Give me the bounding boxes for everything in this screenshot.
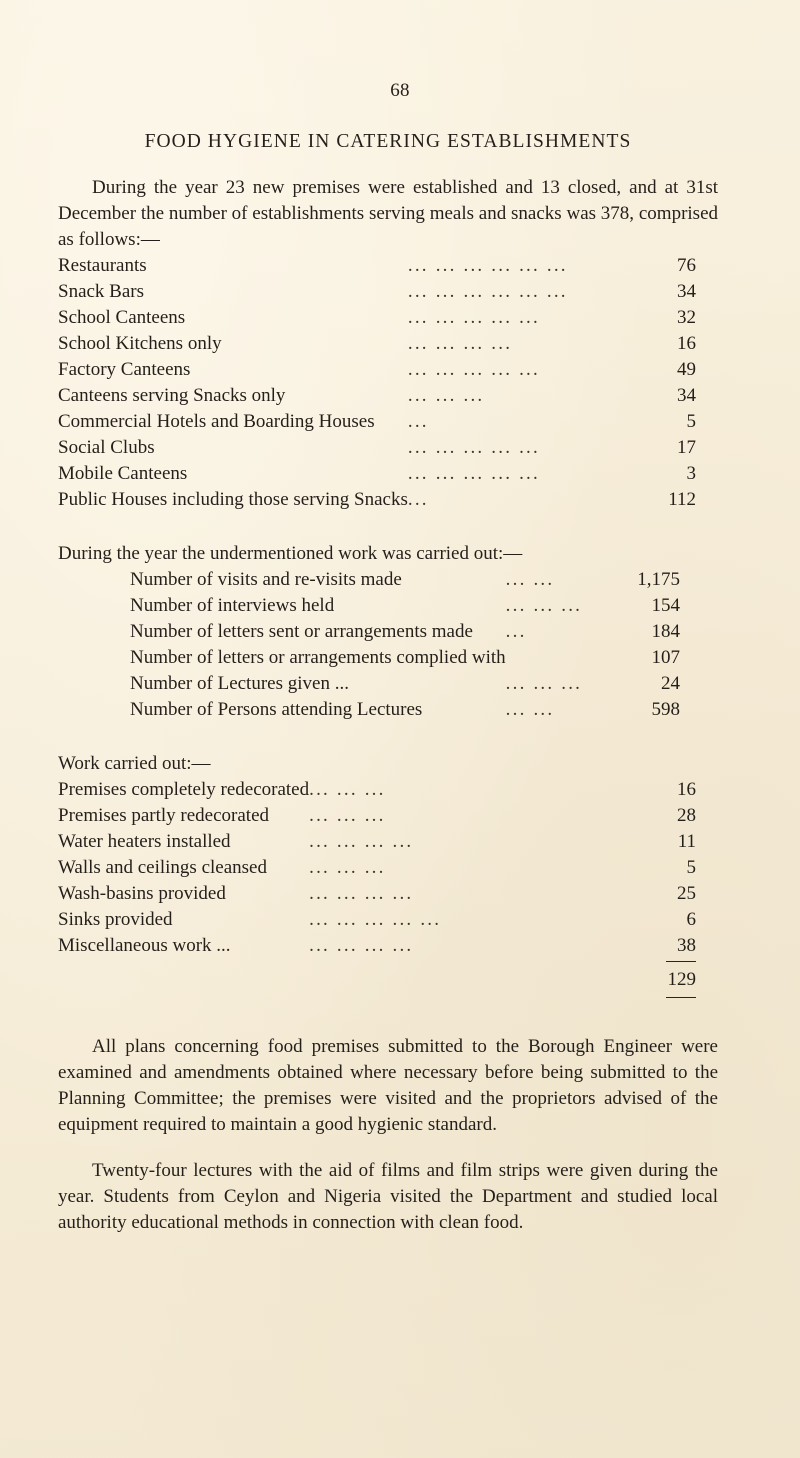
work-carried-lead: Work carried out:— [58, 753, 211, 775]
dot-leader-text: ... ... ... ... [407, 333, 513, 355]
table-row [58, 409, 718, 435]
table-row [58, 619, 718, 645]
row-label: Restaurants [58, 255, 147, 277]
dot-leader-text: ... ... ... ... ... [309, 909, 442, 931]
total-rule-top [666, 961, 696, 962]
dot-leader-text: ... ... ... ... [309, 883, 414, 905]
table-row [58, 777, 718, 803]
total-block [638, 961, 696, 998]
table-row [58, 829, 718, 855]
row-value: 112 [668, 489, 696, 511]
dot-leader-text: ... ... [505, 569, 555, 591]
table-row [58, 279, 718, 305]
dot-leader-text: ... ... ... ... ... [407, 437, 540, 459]
dot-leader-text: ... ... ... [309, 857, 386, 879]
dot-leader [309, 803, 677, 829]
row-label: Mobile Canteens [58, 463, 188, 485]
spacer [58, 723, 718, 751]
dot-leader [309, 777, 677, 803]
row-label: Sinks provided [58, 909, 173, 931]
dot-leader-text: ... ... ... [309, 805, 386, 827]
row-value: 16 [677, 333, 696, 355]
table-row [58, 461, 718, 487]
table-row [58, 487, 718, 513]
dot-leader-text: ... ... ... ... ... [407, 359, 540, 381]
dot-leader-text: ... [407, 489, 429, 511]
row-value: 1,175 [637, 569, 680, 591]
row-value: 25 [677, 883, 696, 905]
row-value: 184 [651, 621, 680, 643]
dot-leader-text: ... ... ... ... ... ... [407, 255, 568, 277]
dot-leader [408, 305, 668, 331]
table-row [58, 593, 718, 619]
table-row [58, 357, 718, 383]
row-label: Canteens serving Snacks only [58, 385, 286, 407]
dot-leader [506, 645, 638, 671]
table-row [58, 645, 718, 671]
total-area [58, 961, 718, 998]
table-row [58, 855, 718, 881]
dot-leader [309, 829, 677, 855]
table-row [58, 253, 718, 279]
row-value: 598 [651, 699, 680, 721]
dot-leader [408, 435, 668, 461]
dot-leader-text: ... [505, 621, 527, 643]
row-label: Number of visits and re-visits made [130, 569, 402, 591]
table-row [58, 383, 718, 409]
dot-leader [309, 907, 677, 933]
establishments-rows [58, 253, 718, 513]
dot-leader-text: ... ... ... ... ... ... [407, 281, 568, 303]
row-label: Number of letters or arrangements complied with [130, 647, 506, 669]
row-value: 34 [677, 281, 696, 303]
dot-leader [506, 593, 638, 619]
row-value: 5 [686, 857, 696, 879]
row-label: Social Clubs [58, 437, 155, 459]
dot-leader [309, 881, 677, 907]
row-value: 76 [677, 255, 696, 277]
dot-leader [506, 567, 638, 593]
row-label: Factory Canteens [58, 359, 191, 381]
dot-leader [408, 331, 668, 357]
row-value: 34 [677, 385, 696, 407]
row-label: Wash-basins provided [58, 883, 226, 905]
table-row [58, 697, 718, 723]
dot-leader-text: ... ... ... [505, 673, 583, 695]
table-row [58, 331, 718, 357]
row-value: 38 [677, 935, 696, 957]
dot-leader-text: ... ... [505, 699, 555, 721]
work-carried-rows [58, 777, 718, 959]
dot-leader [309, 855, 677, 881]
dot-leader [506, 671, 638, 697]
closing-paragraph-2: Twenty-four lectures with the aid of films and film strips were given during the year. Students from Ceylon and Nigeria visited the Department and studied local authority educational methods in connection with clean food. [58, 1160, 718, 1234]
row-value: 154 [651, 595, 680, 617]
spacer [58, 513, 718, 541]
row-label: Number of Persons attending Lectures [130, 699, 423, 721]
table-row [58, 907, 718, 933]
row-value: 32 [677, 307, 696, 329]
table-row [58, 305, 718, 331]
dot-leader [408, 409, 668, 435]
row-label: Premises partly redecorated [58, 805, 270, 827]
table-row [58, 803, 718, 829]
row-value: 24 [661, 673, 680, 695]
row-label: School Kitchens only [58, 333, 222, 355]
row-label: Public Houses including those serving Snacks [58, 489, 408, 511]
total-value: 129 [667, 969, 696, 991]
dot-leader [408, 357, 668, 383]
dot-leader [408, 279, 668, 305]
dot-leader-text: ... ... ... ... [309, 935, 414, 957]
row-label: Walls and ceilings cleansed [58, 857, 267, 879]
spacer [58, 1138, 718, 1158]
dot-leader-text: ... ... ... [309, 779, 386, 801]
table-row [58, 881, 718, 907]
dot-leader [408, 461, 668, 487]
table-row [58, 435, 718, 461]
table-row [58, 933, 718, 959]
dot-leader-text: ... ... ... ... [309, 831, 414, 853]
table-row [58, 567, 718, 593]
establishments-table [58, 253, 718, 513]
dot-leader-text: ... ... ... ... ... [407, 307, 540, 329]
page-content [58, 130, 718, 1236]
row-value: 5 [686, 411, 696, 433]
row-value: 28 [677, 805, 696, 827]
dot-leader [408, 253, 668, 279]
dot-leader-text: ... [407, 411, 429, 433]
page-title: FOOD HYGIENE IN CATERING ESTABLISHMENTS [144, 131, 632, 152]
row-label: Miscellaneous work ... [58, 935, 231, 957]
table-row [58, 671, 718, 697]
dot-leader-text: ... ... ... [407, 385, 485, 407]
row-label: School Canteens [58, 307, 186, 329]
row-value: 17 [677, 437, 696, 459]
work-done-rows [58, 567, 718, 723]
row-label: Snack Bars [58, 281, 145, 303]
row-value: 3 [686, 463, 696, 485]
intro-paragraph: During the year 23 new premises were established and 13 closed, and at 31st December the number of establishments serving meals and snacks was 378, comprised as follows:— [58, 177, 718, 251]
dot-leader-text: ... ... ... [505, 595, 583, 617]
row-value: 6 [686, 909, 696, 931]
work-done-lead: During the year the undermentioned work was carried out:— [58, 543, 523, 565]
dot-leader [408, 383, 668, 409]
page-number: 68 [390, 80, 410, 101]
row-value: 11 [677, 831, 696, 853]
row-label: Number of interviews held [130, 595, 335, 617]
closing-paragraph-1: All plans concerning food premises submitted to the Borough Engineer were examined and amendments obtained where necessary before being submitted to the Planning Committee; the premises were visited and the proprietors advised of the equipment required to maintain a good hygienic standard. [58, 1036, 718, 1136]
row-value: 49 [677, 359, 696, 381]
dot-leader [506, 697, 638, 723]
row-label: Commercial Hotels and Boarding Houses [58, 411, 375, 433]
work-carried-table [58, 777, 718, 959]
row-value: 16 [677, 779, 696, 801]
dot-leader-text: ... ... ... ... ... [407, 463, 540, 485]
work-done-table [58, 567, 718, 723]
row-value: 107 [651, 647, 680, 669]
total-rule-bottom [666, 997, 696, 998]
row-label: Number of Lectures given ... [130, 673, 349, 695]
row-label: Water heaters installed [58, 831, 231, 853]
dot-leader [309, 933, 677, 959]
dot-leader [408, 487, 668, 513]
row-label: Premises completely redecorated [58, 779, 310, 801]
dot-leader [506, 619, 638, 645]
row-label: Number of letters sent or arrangements made [130, 621, 473, 643]
spacer [58, 998, 718, 1034]
